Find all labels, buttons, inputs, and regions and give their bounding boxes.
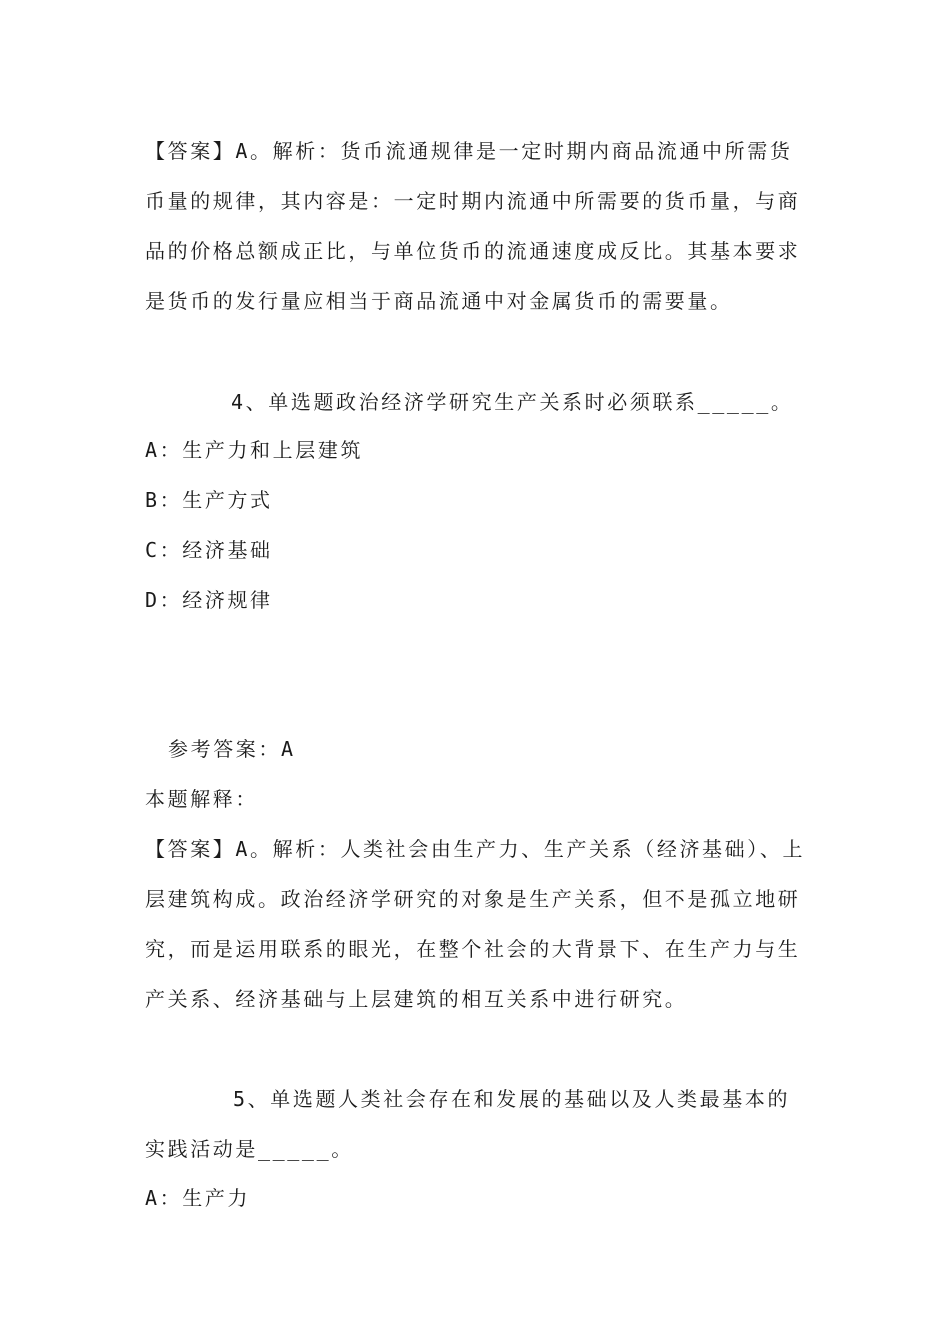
q4-option-a: A：生产力和上层建筑 [145,438,364,462]
q4-explanation: 【答案】A。解析：人类社会由生产力、生产关系（经济基础）、上层建筑构成。政治经济学研究的对象是生产关系，但不是孤立地研究，而是运用联系的眼光，在整个社会的大背景下、在生产力与生产关系、经济基础与上层建筑的相互关系中进行研究。 [145,837,806,1011]
q5-stem: 5、单选题人类社会存在和发展的基础以及人类最基本的实践活动是_____。 [145,1087,791,1161]
q3-explanation: 【答案】A。解析：货币流通规律是一定时期内商品流通中所需货币量的规律，其内容是：一定时期内流通中所需要的货币量，与商品的价格总额成正比，与单位货币的流通速度成反比。其基本要求是货币的发行量应相当于商品流通中对金属货币的需要量。 [145,139,801,313]
q4-option-b: B：生产方式 [145,488,273,512]
q4-reference-answer: 参考答案：A [168,737,296,761]
q4-stem: 4、单选题政治经济学研究生产关系时必须联系_____。 [231,390,794,414]
q4-option-d: D：经济规律 [145,588,273,612]
q4-option-c: C：经济基础 [145,538,273,562]
q5-option-a: A：生产力 [145,1186,251,1210]
q4-explanation-title: 本题解释： [145,787,258,811]
